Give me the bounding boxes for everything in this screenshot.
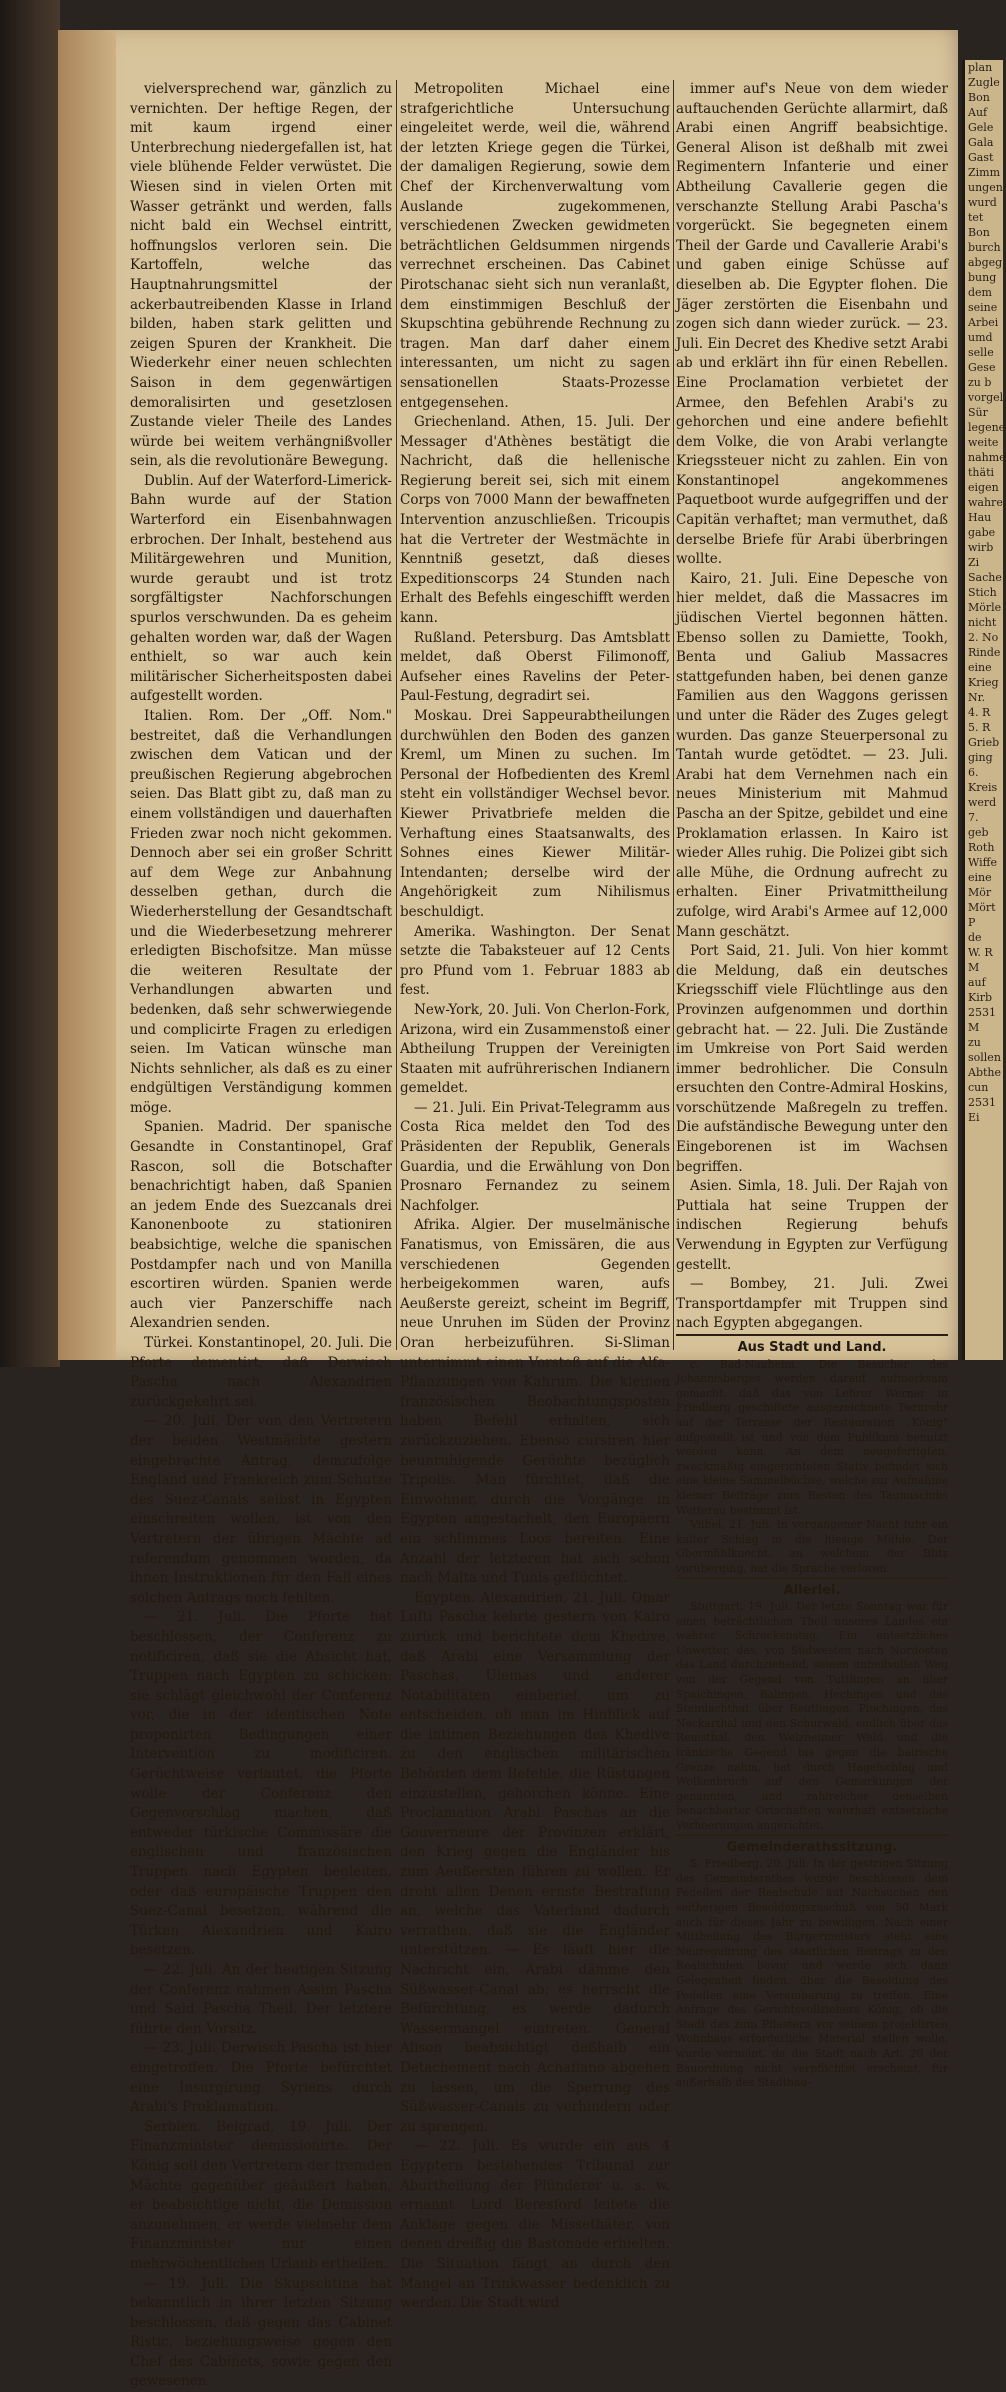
facing-page-word: M (965, 960, 1003, 975)
facing-page-word: M (965, 1020, 1003, 1035)
facing-page-word: Grieb (965, 735, 1003, 750)
facing-page-word: Mörle (965, 600, 1003, 615)
book-binding (0, 0, 60, 1367)
facing-page-word: tet (965, 210, 1003, 225)
page-gutter-shadow (58, 30, 116, 1360)
facing-page-word: eine (965, 660, 1003, 675)
column-rule (673, 80, 674, 1350)
facing-page-word: zu (965, 1035, 1003, 1050)
facing-page-word: Mört (965, 900, 1003, 915)
facing-page-word: eigen (965, 480, 1003, 495)
facing-page-word: Wiffe (965, 855, 1003, 870)
article-paragraph: Türkei. Konstantinopel, 20. Juli. Die Pforte dementirt, daß Derwisch Pascha nach Alexandrien zurückgekehrt sei. (130, 1334, 392, 1412)
facing-page-word: Krieg (965, 675, 1003, 690)
facing-page-word: umd (965, 330, 1003, 345)
facing-page-fragment (962, 60, 1003, 1360)
article-paragraph: — 21. Juli. Die Pforte hat beschlossen, der Conferenz zu notificiren, daß sie die Absicht hat, Truppen nach Egypten zu schicken; sie schlägt gleichwohl der Conferenz vor, die in der identischen Note proponirten Bedingungen einer Intervention zu modificiren. Gerüchtweise verlautet, die Pforte wolle der Conferenz den Gegenvorschlag machen, daß entweder türkische Commissäre die englischen und französischen Truppen nach Egypten begleiten, oder daß europäische Truppen den Suez-Canal besetzen, während die Türken Alexandrien und Kairo besetzen. (130, 1608, 392, 1961)
article-paragraph: Asien. Simla, 18. Juli. Der Rajah von Puttiala hat seine Truppen der indischen Regierung behufs Verwendung in Egypten zur Verfügung gestellt. (676, 1177, 948, 1275)
facing-page-word: zu b (965, 375, 1003, 390)
facing-page-word: plan (965, 60, 1003, 75)
section-heading-allerlei: Allerlei. (676, 1577, 948, 1601)
facing-page-word: W. R (965, 945, 1003, 960)
column-rule (396, 80, 397, 1350)
facing-page-word: dem (965, 285, 1003, 300)
facing-page-word: sollen (965, 1050, 1003, 1065)
facing-page-word: vorgel (965, 390, 1003, 405)
article-paragraph: — 23. Juli. Derwisch Pascha ist hier eingetroffen. Die Pforte befürchtet eine Insurgirung Syriens durch Arabi's Proklamation. (130, 2039, 392, 2117)
facing-page-word: eine (965, 870, 1003, 885)
article-paragraph: — Bombey, 21. Juli. Zwei Transportdampfer mit Truppen sind nach Egypten abgegangen. (676, 1275, 948, 1334)
section-heading-stadt: Aus Stadt und Land. (676, 1334, 948, 1358)
facing-page-word: burch (965, 240, 1003, 255)
facing-page-word: Roth (965, 840, 1003, 855)
article-paragraph: Spanien. Madrid. Der spanische Gesandte in Constantinopel, Graf Rascon, soll die Botschafter benachrichtigt haben, daß Spanien an jedem Ende des Suezcanals drei Kanonenboote zu stationiren beabsichtige, welche die spanischen Postdampfer nach und von Manilla escortiren würden. Spanien werde auch vier Panzerschiffe nach Alexandrien senden. (130, 1118, 392, 1334)
facing-page-word: ging (965, 750, 1003, 765)
facing-page-word: wahre (965, 495, 1003, 510)
article-paragraph: Metropoliten Michael eine strafgerichtliche Untersuchung eingeleitet werde, weil die, während der letzten Kriege gegen die Türkei, der damaligen Regierung, sowie dem Chef der Kirchenverwaltung vom Auslande zugekommenen, verschiedenen Zwecken gewidmeten beträchtlichen Geldsummen nirgends verrechnet erscheinen. Das Cabinet Pirotschanac sieht sich nun veranlaßt, dem einstimmigen Beschluß der Skupschtina gebührende Rechnung zu tragen. Man darf daher einem interessanten, um nicht zu sagen sensationellen Staats-Prozesse entgegensehen. (400, 80, 670, 413)
facing-page-word: 7. (965, 810, 1003, 825)
facing-page-word: 6. (965, 765, 1003, 780)
article-paragraph: — 20. Juli. Der von den Vertretern der beiden Westmächte gestern eingebrachte Antrag, demzufolge England und Frankreich zum Schutze des Suez-Canals selbst in Egypten einschreiten wollen, ist von den Vertretern der übrigen Mächte ad referendum genommen worden, da ihnen Instruktionen für den Fall eines solchen Antrags noch fehlten. (130, 1412, 392, 1608)
column-1 (130, 80, 392, 2392)
facing-page-word: Hau (965, 510, 1003, 525)
facing-page-word: Stich (965, 585, 1003, 600)
facing-page-word: Bon (965, 90, 1003, 105)
article-paragraph: — 19. Juli. Die Skupschtina hat bekanntlich in ihrer letzten Sitzung beschlossen, daß gegen das Cabinet Ristic, beziehungsweise gegen den Chef des Cabinets, sowie gegen den gewesenen (130, 2275, 392, 2392)
facing-page-word: Mör (965, 885, 1003, 900)
facing-page-word: Zi (965, 555, 1003, 570)
facing-page-word: Gele (965, 120, 1003, 135)
article-paragraph: Amerika. Washington. Der Senat setzte die Tabaksteuer auf 12 Cents pro Pfund vom 1. Februar 1883 ab fest. (400, 923, 670, 1001)
facing-page-word: selle (965, 345, 1003, 360)
facing-page-word: abgeg (965, 255, 1003, 270)
article-paragraph: Griechenland. Athen, 15. Juli. Der Messager d'Athènes bestätigt die Nachricht, daß die hellenische Regierung bereit sei, sich mit einem Corps von 7000 Mann der bewaffneten Intervention anzuschließen. Tricoupis hat die Vertreter der Westmächte in Kenntniß gesetzt, daß dieses Expeditionscorps 24 Stunden nach Erhalt des Befehls eingeschifft werden kann. (400, 413, 670, 629)
facing-page-word: wirb (965, 540, 1003, 555)
facing-page-word: gabe (965, 525, 1003, 540)
article-paragraph: New-York, 20. Juli. Von Cherlon-Fork, Arizona, wird ein Zusammenstoß einer Abtheilung Truppen der Vereinigten Staaten mit aufrührerischen Indianern gemeldet. (400, 1001, 670, 1099)
facing-page-word: Kreis (965, 780, 1003, 795)
facing-page-word: nicht (965, 615, 1003, 630)
facing-page-word: 2531 (965, 1005, 1003, 1020)
article-paragraph: immer auf's Neue von dem wieder auftauchenden Gerüchte allarmirt, daß Arabi einen Angriff beabsichtige. General Alison ist deßhalb mit zwei Regimentern Infanterie und einer Abtheilung Cavallerie gegen die verschanzte Stellung Arabi Pascha's vorgerückt. Sie begegneten einem Theil der Garde und Cavallerie Arabi's und gaben einige Schüsse auf dieselben ab. Die Egypter flohen. Die Jäger zerstörten die Eisenbahn und zogen sich dann wieder zurück. — 23. Juli. Ein Decret des Khedive setzt Arabi ab und erklärt ihn für einen Rebellen. Eine Proclamation verbietet der Armee, den Befehlen Arabi's zu gehorchen und eine andere befiehlt dem Volke, die von Arabi verlangte Kriegssteuer nicht zu zahlen. Ein von Konstantinopel angekommenes Paquetboot wurde aufgegriffen und der Capitän verhaftet; man vermuthet, daß derselbe Briefe für Arabi überbringen wollte. (676, 80, 948, 570)
facing-page-word: 4. R (965, 705, 1003, 720)
local-news-paragraph: c. Bad-Nauheim. Die Besucher des Johannisberges werden darauf aufmerksam gemacht, daß das von Lehrer Werner in Friedberg geschiftete ausgezeichnete Fernrohr auf der Terrasse der Restauration „König" aufgestellt ist und von dem Publikum benutzt werden kann. An dem neugefertigten, zweckmäßig eingerichteten Stativ befindet sich eine kleine Sammelbüchse, welche zur Aufnahme kleiner Beiträge zum Besten des Taunusclubs Wetterau bestimmt ist. (676, 1358, 948, 1519)
facing-page-word: wurd (965, 195, 1003, 210)
article-paragraph: Afrika. Algier. Der muselmänische Fanatismus, von Emissären, die aus verschiedenen Gegenden herbeigekommen waren, aufs Aeußerste gereizt, scheint im Begriff, neue Unruhen im Süden der Provinz Oran herbeizuführen. Si-Sliman unternimmt einen Vorstoß auf die Alfa-Pflanzungen von Kahrum. Die kleinen französischen Beobachtungsposten haben Befehl erhalten, sich zurückzuziehen. Ebenso cursiren hier beunruhigende Gerüchte bezüglich Tripolis. Man fürchtet, daß die Einwohner, durch die Vorgänge in Egypten angestachelt, den Europäern ein schlimmes Loos bereiten. Eine Anzahl der letzteren hat sich schon nach Malta und Tunis geflüchtet. (400, 1216, 670, 1588)
facing-page-word: 2531 (965, 1095, 1003, 1110)
facing-page-word: auf (965, 975, 1003, 990)
article-paragraph: — 22. Juli. Es wurde ein aus 4 Egyptern bestehendes Tribunal zur Aburtheilung der Plünderer u. s. w. ernannt. Lord Beresford leitete die Anklage gegen die Missethäter, von denen dreißig die Bastonade erhielten. Die Situation fängt an durch den Mangel an Trinkwasser bedenklich zu werden. Die Stadt wird (400, 2137, 670, 2313)
article-paragraph: vielversprechend war, gänzlich zu vernichten. Der heftige Regen, der mit kaum irgend einer Unterbrechung niedergefallen ist, hat viele blühende Felder verwüstet. Die Wiesen sind in vielen Orten mit Wasser getränkt und werden, falls nicht bald ein Wechsel eintritt, hoffnungslos verloren sein. Die Kartoffeln, welche das Hauptnahrungsmittel der ackerbautreibenden Klasse in Irland bilden, haben stark gelitten und zeigen Spuren der Krankheit. Die Wiederkehr einer neuen schlechten Saison in dem gegenwärtigen demoralisirten und gesetzlosen Zustande vieler Theile des Landes würde bei weitem verhängnißvoller sein, als die revolutionäre Bewegung. (130, 80, 392, 472)
local-news-paragraph: Vilbel, 21. Juli. In vergangener Nacht fuhr ein kalter Schlag in die hiesige Mühle. Der Obermühlknecht, an welchem der Blitz vorüberging, hat die Sprache verloren. (676, 1518, 948, 1576)
facing-page-word: Auf (965, 105, 1003, 120)
article-paragraph: Italien. Rom. Der „Off. Nom." bestreitet, daß die Verhandlungen zwischen dem Vatican und der preußischen Regierung abgebrochen seien. Das Blatt gibt zu, daß man zu einem vollständigen und dauerhaften Frieden zwar noch nicht gekommen. Dennoch aber sei ein großer Schritt auf dem Wege zur Anbahnung desselben gethan, durch die Wiederherstellung der Gesandtschaft und die Wiederbesetzung mehrerer erledigten Bischofsitze. Man müsse die weiteren Resultate der Verhandlungen abwarten und bedenken, daß sehr schwerwiegende und complicirte Fragen zu erledigen seien. Im Vatican wünsche man Nichts sehnlicher, als daß es zu einer endgültigen Verständigung kommen möge. (130, 707, 392, 1118)
facing-page-word: bung (965, 270, 1003, 285)
council-news-paragraph: S. Friedberg, 20. Juli. In der gestrigen Sitzung des Gemeinderathes wurde beschlossen dem Pedellen der Realschule auf Nachsuchen den seitherigen Besoldungszuschuß von 50 Mark auch für dieses Jahr zu bewilligen. Nach einer Mittheilung des Bürgermeisters steht eine Neuregulirung des staatlichen Beitrags zu den Realschulen bevor und werde sich dann Gelegenheit finden, über die Besoldung des Pedellen eine Vereinbarung zu treffen. Eine Anfrage des Gerichtsvollziehers König, ob die Stadt das zum Pflastern vor seinem projektirten Wohnhaus erforderliche Material stellen wolle, wurde verneint, da die Stadt nach Art. 20 der Bauordnung nicht verpflichtet erscheint, für außerhalb des Stadtbau- (676, 1857, 948, 2091)
facing-page-word: cun (965, 1080, 1003, 1095)
facing-page-word: Zugle (965, 75, 1003, 90)
facing-page-word: Ei (965, 1110, 1003, 1125)
facing-page-word: seine (965, 300, 1003, 315)
article-paragraph: — 21. Juli. Ein Privat-Telegramm aus Costa Rica meldet den Tod des Präsidenten der Republik, Generals Guardia, und die Erwählung von Don Prosnaro Fernandez zu seinem Nachfolger. (400, 1099, 670, 1217)
column-2 (400, 80, 670, 2314)
facing-page-word: werd (965, 795, 1003, 810)
article-paragraph: — 22. Juli. An der heutigen Sitzung der Conferenz nahmen Assim Pascha und Said Pascha Theil. Der letztere führte den Vorsitz. (130, 1961, 392, 2039)
facing-page-word: Zimm (965, 165, 1003, 180)
article-paragraph: Egypten. Alexandrien, 21. Juli. Omar Lufti Pascha kehrte gestern von Kairo zurück und berichtete dem Khedive, daß Arabi eine Versammlung der Paschas, Ulemas und anderer Notabilitäten einberief, um zu entscheiden, ob man im Hinblick auf die intimen Beziehungen des Khedive zu den englischen militärischen Behörden dem Befehle, die Rüstungen einzustellen, gehorchen könne. Eine Proclamation Arabi Paschas an die Gouverneure der Provinzen erklärt, den Krieg gegen die Engländer bis zum Aeußersten führen zu wollen. Er droht allen Denen ernste Bestrafung an, welche das Vaterland dadurch verrathen, daß sie die Engländer unterstützen. — Es läuft hier die Nachricht ein, Arabi dämme den Süßwasser-Canal ab; es herrscht die Befürchtung, es werde dadurch Wassermangel eintreten. General Alison beabsichtigt deßhalb ein Detachement nach Achaflano abgehen zu lassen, um die Sperrung des Süßwasser-Canals zu verhindern oder zu sprengen. (400, 1589, 670, 2138)
article-paragraph: Kairo, 21. Juli. Eine Depesche von hier meldet, daß die Massacres im jüdischen Viertel begonnen hätten. Ebenso sollen zu Damiette, Tookh, Benta und Galiub Massacres stattgefunden haben, bei denen ganze Familien aus den Waggons gerissen und unter die Räder des Zuges gelegt wurden. Das ganze Steuerpersonal zu Tantah wurde getödtet. — 23. Juli. Arabi hat dem Vernehmen nach ein neues Ministerium mit Mahmud Pascha an der Spitze, gebildet und eine Proklamation erlassen. In Kairo ist wieder Alles ruhig. Die Polizei gibt sich alle Mühe, die Ordnung aufrecht zu erhalten. Einer Privatmittheilung zufolge, wird Arabi's Armee auf 12,000 Mann geschätzt. (676, 570, 948, 942)
facing-page-word: weite (965, 435, 1003, 450)
facing-page-word: 5. R (965, 720, 1003, 735)
column-3 (676, 80, 948, 2091)
facing-page-word: P (965, 915, 1003, 930)
misc-news-paragraph: Stuttgart, 19. Juli. Der letzte Sonntag war für einen beträchtlichen Theil unseres Landes ein wahrer Schreckenstag. Ein entsetzliches Unwetter, das, von Südwesten nach Nordosten das Land durchziehend, seinen unheilvollen Weg von der Gegend von Tuttlingen an über Spaichingen, Balingen, Hechingen und das Steinlachthal, über Reutlingen, Plochingen, das Neckarthal und den Schurwald, endlich über das Remsthal, den Welzheimer Wald und die fränkische Gegend bis gegen die bairische Grenze nahm, hat durch Hagelschlag und Wolkenbruch auf den Gemarkungen der genannten, und zahlreicher denselben benachbarter Ortschaften wahrhaft entsetzliche Verheerungen angerichtet. (676, 1600, 948, 1834)
facing-page-word: Gese (965, 360, 1003, 375)
facing-page-word: Kirb (965, 990, 1003, 1005)
facing-page-word: de (965, 930, 1003, 945)
article-paragraph: Dublin. Auf der Waterford-Limerick-Bahn wurde auf der Station Warterford ein Eisenbahnwagen erbrochen. Der Inhalt, bestehend aus Militärgewehren und Munition, wurde geraubt und ist trotz sorgfältigster Nachforschungen spurlos verschwunden. Da es geheim gehalten worden war, daß der Wagen enthielt, so war auch kein militärischer Sicherheitsposten dabei aufgestellt worden. (130, 472, 392, 707)
article-paragraph: Port Said, 21. Juli. Von hier kommt die Meldung, daß ein deutsches Kriegsschiff viele Flüchtlinge aus den Provinzen aufgenommen und dorthin gebracht hat. — 22. Juli. Die Zustände im Umkreise von Port Said werden immer bedrohlicher. Die Consuln ersuchten den Contre-Admiral Hoskins, vorschützende Maßregeln zu treffen. Die aufständische Bewegung unter den Eingeborenen ist im Wachsen begriffen. (676, 942, 948, 1177)
article-paragraph: Serbien. Belgrad, 19. Juli. Der Finanzminister demissionirte. Der König soll den Vertretern der fremden Mächte gegenüber geäußert haben, er beabsichtige nicht, die Demission anzunehmen, er werde vielmehr dem Finanzminister nur einen mehrwöchentlichen Urlaub ertheilen. (130, 2118, 392, 2275)
facing-page-word: thäti (965, 465, 1003, 480)
facing-page-word: Abthe (965, 1065, 1003, 1080)
facing-page-word: Bon (965, 225, 1003, 240)
facing-page-word: Nr. (965, 690, 1003, 705)
facing-page-word: geb (965, 825, 1003, 840)
facing-page-word: legene (965, 420, 1003, 435)
article-paragraph: Moskau. Drei Sappeurabtheilungen durchwühlen den Boden des ganzen Kreml, um Minen zu suchen. Im Personal der Hofbedienten des Kreml steht ein vollständiger Wechsel bevor. Kiewer Privatbriefe melden die Verhaftung eines Staatsanwalts, des Sohnes eines Kiewer Militär-Intendanten; derselbe wird der Angehörigkeit zum Nihilismus beschuldigt. (400, 707, 670, 923)
facing-page-word: Arbei (965, 315, 1003, 330)
facing-page-word: Sür (965, 405, 1003, 420)
article-paragraph: Rußland. Petersburg. Das Amtsblatt meldet, daß Oberst Filimonoff, Aufseher eines Ravelins der Peter-Paul-Festung, degradirt sei. (400, 629, 670, 707)
facing-page-word: Rinde (965, 645, 1003, 660)
facing-page-word: Sache (965, 570, 1003, 585)
facing-page-word: ungen (965, 180, 1003, 195)
section-heading-gemeinderat: Gemeinderathssitzung. (676, 1834, 948, 1858)
facing-page-word: nahme (965, 450, 1003, 465)
facing-page-word: 2. No (965, 630, 1003, 645)
facing-page-word: Gast (965, 150, 1003, 165)
facing-page-word: Gala (965, 135, 1003, 150)
